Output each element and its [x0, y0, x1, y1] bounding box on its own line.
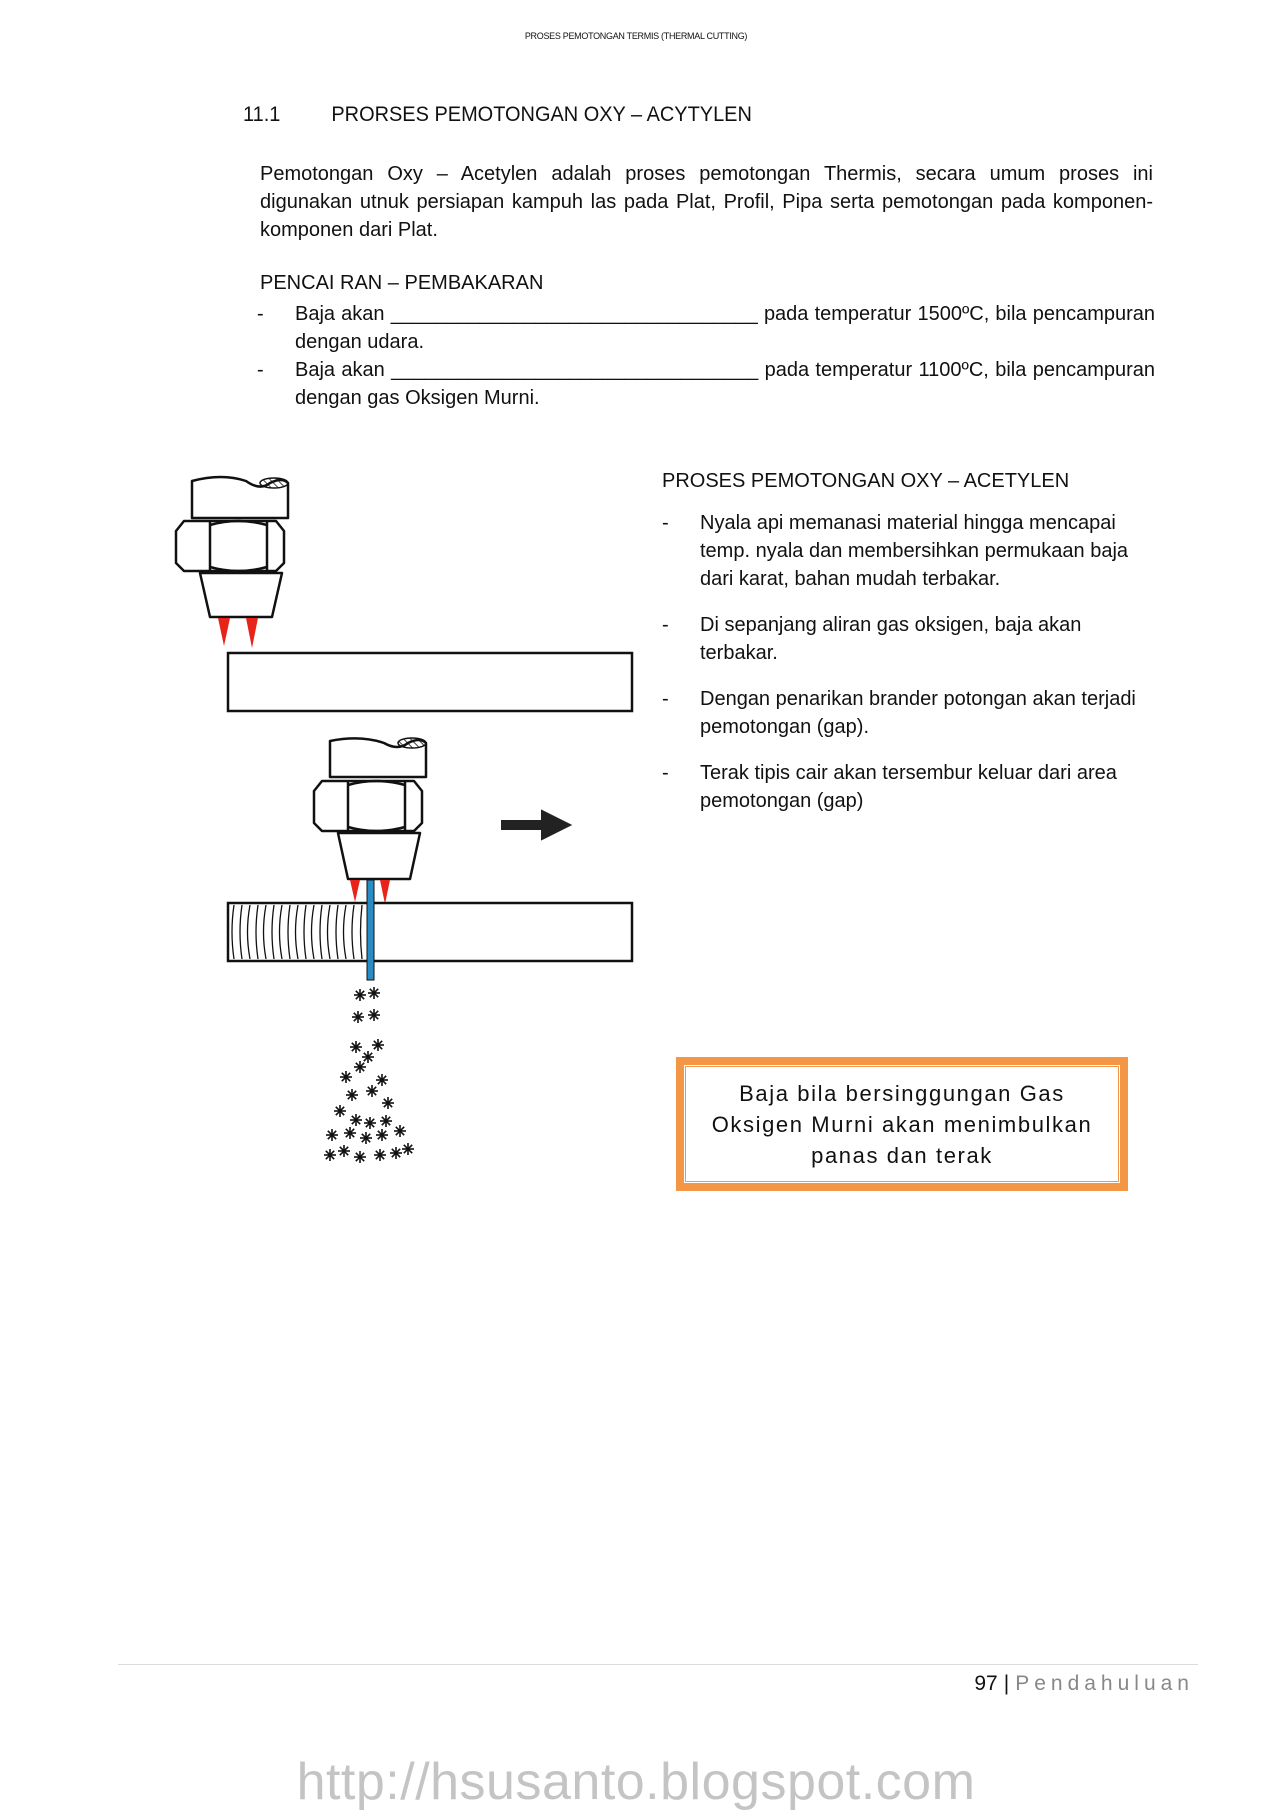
sparks-icon: [324, 987, 414, 1163]
bullet-dash: -: [662, 688, 669, 710]
fill-in-after: pada temperatur 1100ºC, bila pencampuran dengan gas Oksigen Murni.: [295, 359, 1155, 409]
sub-heading: PENCAI RAN – PEMBAKARAN: [260, 272, 544, 294]
intro-paragraph: Pemotongan Oxy – Acetylen adalah proses pemotongan Thermis, secara umum proses ini digunakan utnuk persiapan kampuh las pada Plat, Profil, Pipa serta pemotongan pada komponen-komponen dari Plat.: [260, 163, 1153, 241]
direction-arrow-icon: [502, 811, 570, 839]
running-header: PROSES PEMOTONGAN TERMIS (THERMAL CUTTING): [524, 31, 748, 41]
fill-in-list: [255, 300, 1155, 412]
spark-icon: [380, 1115, 392, 1127]
footer-section-name: Pendahuluan: [1015, 1672, 1194, 1695]
spark-icon: [368, 1009, 380, 1021]
process-step: [662, 611, 1162, 667]
spark-icon: [346, 1089, 358, 1101]
process-step-text: Di sepanjang aliran gas oksigen, baja akan terbakar.: [700, 614, 1082, 664]
bullet-dash: -: [257, 359, 264, 381]
workpiece-plate-1: [228, 653, 632, 711]
spark-icon: [402, 1143, 414, 1155]
torch-preheat: [176, 477, 288, 617]
fill-in-item: [255, 300, 1155, 356]
process-step: [662, 685, 1162, 741]
bullet-dash: -: [662, 512, 669, 534]
process-step-text: Nyala api memanasi material hingga mencapai temp. nyala dan membersihkan permukaan baja dari karat, bahan mudah terbakar.: [700, 512, 1129, 590]
flame-icon: [218, 618, 230, 646]
callout-box: [676, 1057, 1128, 1191]
process-step: [662, 759, 1162, 815]
watermark-url: http://hsusanto.blogspot.com: [296, 1753, 976, 1811]
spark-icon: [338, 1145, 350, 1157]
spark-icon: [372, 1039, 384, 1051]
bullet-dash: -: [662, 762, 669, 784]
fill-in-blank: _________________________________: [390, 303, 758, 325]
bullet-dash: -: [257, 303, 264, 325]
spark-icon: [354, 989, 366, 1001]
spark-icon: [354, 1151, 366, 1163]
spark-icon: [334, 1105, 346, 1117]
bullet-dash: -: [662, 614, 669, 636]
fill-in-before: Baja akan: [295, 303, 391, 325]
flame-icon: [246, 618, 258, 648]
process-step-text: Terak tipis cair akan tersembur keluar dari area pemotongan (gap): [700, 762, 1117, 812]
oxygen-jet: [367, 880, 374, 980]
section-title: [243, 103, 752, 127]
torch-cutting: [314, 738, 426, 879]
spark-icon: [368, 987, 380, 999]
spark-icon: [360, 1132, 372, 1144]
fill-in-blank: _________________________________: [391, 359, 759, 381]
spark-icon: [382, 1097, 394, 1109]
spark-icon: [376, 1129, 388, 1141]
process-heading: PROSES PEMOTONGAN OXY – ACETYLEN: [662, 470, 1070, 492]
spark-icon: [390, 1147, 402, 1159]
process-step: [662, 509, 1162, 593]
footer-divider: [118, 1664, 1198, 1665]
page-footer: [974, 1672, 1194, 1696]
fill-in-item: [255, 356, 1155, 412]
flame-icon: [350, 880, 360, 902]
spark-icon: [374, 1149, 386, 1161]
spark-icon: [350, 1114, 362, 1126]
workpiece-plate-2: [228, 903, 632, 961]
preheat-flames: [218, 618, 258, 648]
footer-separator: |: [1003, 1672, 1010, 1695]
section-title-text: PRORSES PEMOTONGAN OXY – ACYTYLEN: [331, 103, 752, 126]
spark-icon: [350, 1041, 362, 1053]
spark-icon: [376, 1074, 388, 1086]
process-description: [662, 470, 1162, 833]
spark-icon: [394, 1125, 406, 1137]
cutting-torch-figure: [160, 455, 650, 1175]
section-number: 11.1: [243, 103, 281, 126]
spark-icon: [366, 1085, 378, 1097]
spark-icon: [340, 1071, 352, 1083]
fill-in-after: pada temperatur 1500ºC, bila pencampuran dengan udara.: [295, 303, 1156, 353]
page-number: 97: [974, 1672, 998, 1695]
process-steps: [662, 509, 1162, 815]
spark-icon: [352, 1011, 364, 1023]
spark-icon: [324, 1149, 336, 1161]
spark-icon: [344, 1127, 356, 1139]
spark-icon: [354, 1061, 366, 1073]
spark-icon: [364, 1117, 376, 1129]
flame-icon: [380, 880, 390, 904]
callout-text: Baja bila bersinggungan Gas Oksigen Murni akan menimbulkan panas dan terak: [683, 1064, 1121, 1184]
process-step-text: Dengan penarikan brander potongan akan terjadi pemotongan (gap).: [700, 688, 1136, 738]
spark-icon: [362, 1051, 374, 1063]
fill-in-before: Baja akan: [295, 359, 392, 381]
spark-icon: [326, 1129, 338, 1141]
